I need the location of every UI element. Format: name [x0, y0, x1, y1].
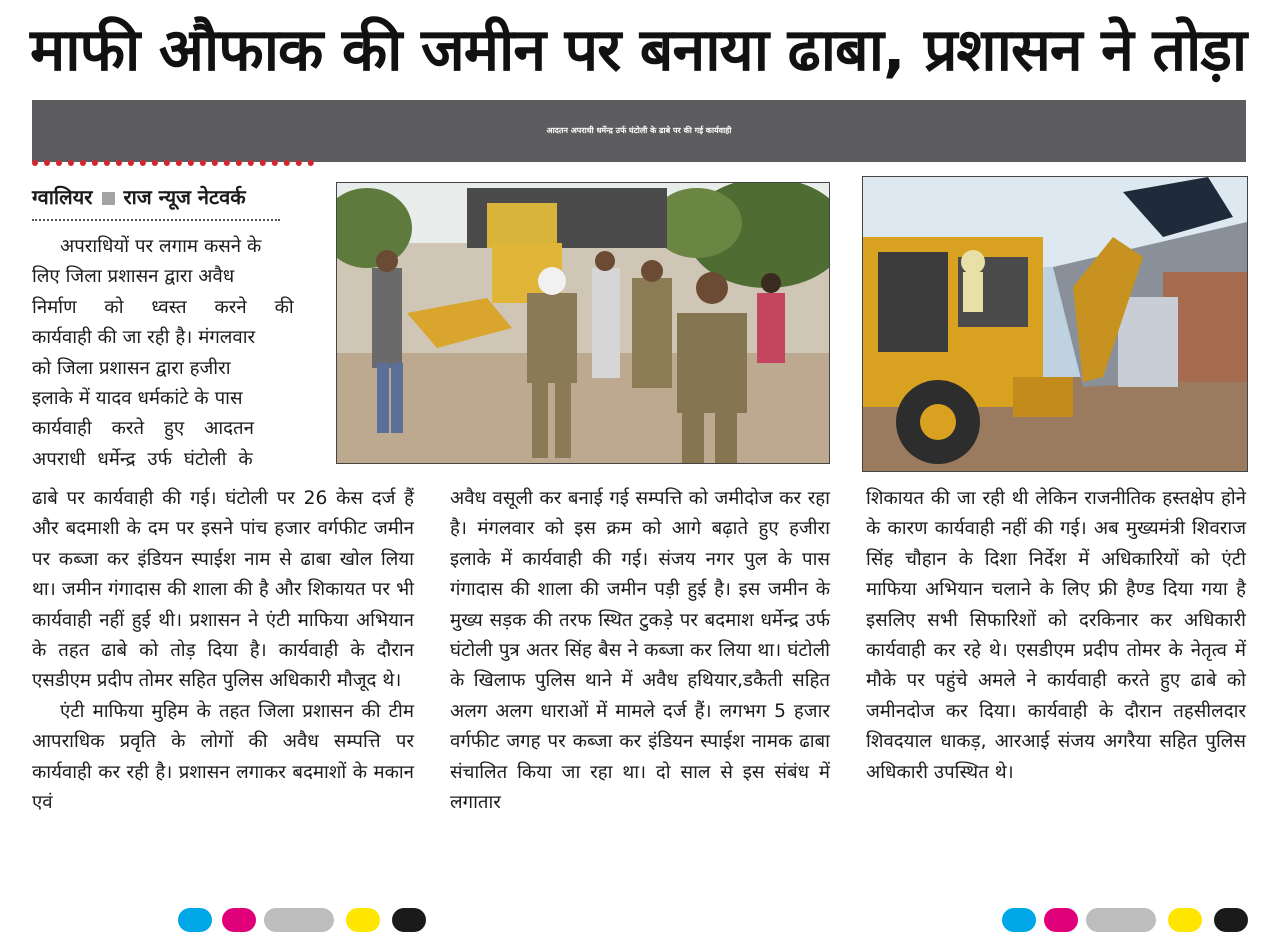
text-line: कार्यवाही की जा रही है। मंगलवार [32, 327, 256, 349]
text-line: लिए जिला प्रशासन द्वारा अवैध [32, 266, 235, 288]
byline-agency: राज न्यूज नेटवर्क [123, 185, 246, 209]
paragraph: अवैध वसूली कर बनाई गई सम्पत्ति को जमीदोज कर रहा है। मंगलवार को इस क्रम को आगे बढ़ाते हुए हजीरा इलाके में कार्यवाही की गई। संजय नगर पुल के पास गंगादास की शाला की जमीन पड़ी हुई है। इस जमीन के मुख्य सड़क की तरफ स्थित टुकड़े पर बदमाश धर्मेन्द्र उर्फ घंटोली पुत्र अतर सिंह बैस ने कब्जा कर लिया था। घंटोली के खिलाफ पुलिस थाने में अवैध हथियार,डकैती सहित अलग अलग धाराओं में मामले दर्ज हैं। लगभग 5 हजार वर्गफीट जगह पर कब्जा कर इंडियन स्पाईश नामक ढाबा संचालित किया जा रहा था। दो साल से इस संबंध में लगातार [450, 488, 830, 814]
registration-mark-gray [264, 908, 334, 932]
text-line: इलाके में यादव धर्मकांटे के पास [32, 388, 243, 410]
registration-mark-black [392, 908, 426, 932]
registration-mark-yellow [346, 908, 380, 932]
text-line: निर्माण को ध्वस्त करने की [32, 296, 294, 318]
registration-mark-black [1214, 908, 1248, 932]
registration-mark-yellow [1168, 908, 1202, 932]
byline [32, 183, 246, 211]
paragraph: शिकायत की जा रही थी लेकिन राजनीतिक हस्तक्षेप होने के कारण कार्यवाही नहीं की गई। अब मुख्यमंत्री शिवराज सिंह चौहान के दिशा निर्देश में अधिकारियों को एंटी माफिया अभियान चलाने के लिए फ्री हैण्ड दिया गया है इसलिए सभी सिफारिशों को दरकिनार कर अधिकारी कार्यवाही कर रहे थे। एसडीएम प्रदीप तोमर के नेतृत्व में मौके पर पहुंचे अमले ने कार्यवाही करते हुए ढाबे को जमीनदोज कर दिया। कार्यवाही के दौरान तहसीलदार शिवदयाल धाकड़, आरआई संजय अगरैया सहित पुलिस अधिकारी उपस्थित थे। [866, 488, 1246, 783]
photo-illustration [337, 183, 829, 463]
article-column-1-top [32, 232, 314, 475]
text-line: कार्यवाही करते हुए आदतन [32, 418, 254, 440]
text-line: अपराधी धर्मेन्द्र उर्फ घंटोली के [32, 448, 253, 470]
news-photo-officials-at-site [336, 182, 830, 464]
photo-illustration [863, 177, 1247, 471]
decorative-dotted-rule [32, 160, 314, 166]
registration-mark-magenta [222, 908, 256, 932]
byline-place: ग्वालियर [32, 185, 93, 209]
article-column-3 [866, 484, 1246, 788]
square-bullet-icon [102, 192, 115, 205]
news-photo-bulldozer-demolition [862, 176, 1248, 472]
registration-mark-gray [1086, 908, 1156, 932]
registration-mark-cyan [178, 908, 212, 932]
paragraph: ढाबे पर कार्यवाही की गई। घंटोली पर 26 केस दर्ज हैं और बदमाशी के दम पर इसने पांच हजार वर्गफीट जमीन पर कब्जा कर इंडियन स्पाईश नाम से ढाबा खोल लिया था। जमीन गंगादास की शाला की है और शिकायत पर भी कार्यवाही नहीं हुई थी। प्रशासन ने एंटी माफिया अभियान के तहत ढाबे को तोड़ दिया है। कार्यवाही के दौरान एसडीएम प्रदीप तोमर सहित पुलिस अधिकारी मौजूद थे। [32, 488, 414, 692]
registration-mark-magenta [1044, 908, 1078, 932]
headline: माफी औफाक की जमीन पर बनाया ढाबा, प्रशासन ने तोड़ा [30, 15, 1247, 84]
article-column-1-bottom [32, 484, 414, 818]
paragraph: एंटी माफिया मुहिम के तहत जिला प्रशासन की टीम आपराधिक प्रवृति के लोगों की अवैध सम्पत्ति पर कार्यवाही कर रही है। प्रशासन लगाकर बदमाशों के मकान एवं [32, 700, 414, 814]
byline-divider [32, 219, 280, 221]
text-line: को जिला प्रशासन द्वारा हजीरा [32, 357, 231, 379]
subheadline: आदतन अपराधी धर्मेन्द्र उर्फ घंटोली के ढाबे पर की गई कार्यवाही [546, 126, 732, 135]
registration-mark-cyan [1002, 908, 1036, 932]
subheadline-bar [32, 100, 1246, 162]
article-column-2 [450, 484, 830, 818]
text-line: अपराधियों पर लगाम कसने के [60, 236, 262, 257]
